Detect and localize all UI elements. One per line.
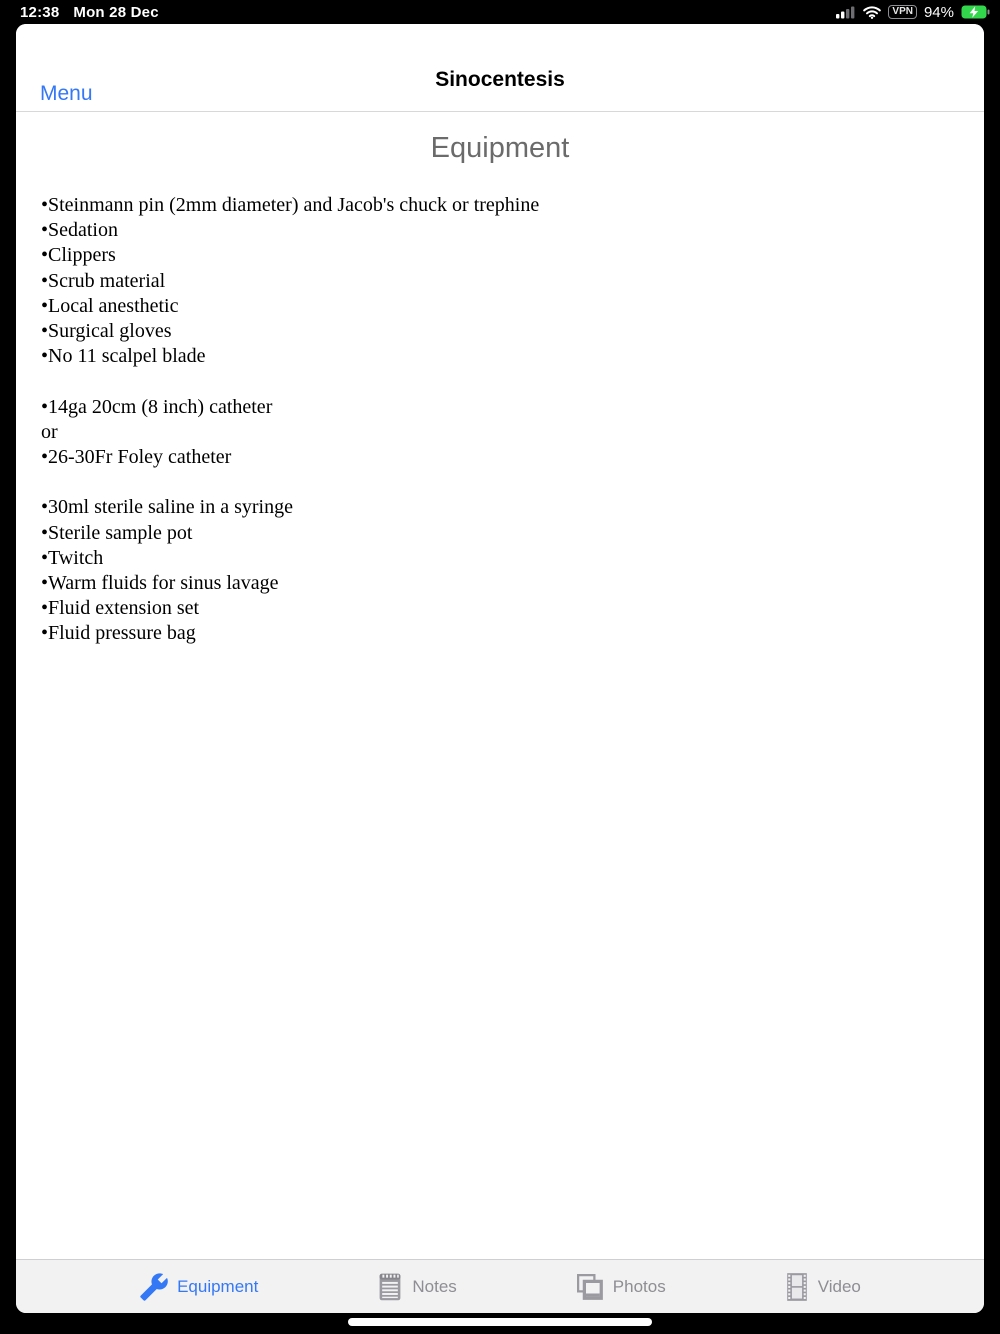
section-heading: Equipment <box>430 132 570 164</box>
equipment-line: •14ga 20cm (8 inch) catheter <box>41 395 273 418</box>
video-icon <box>784 1272 810 1302</box>
tab-notes[interactable] <box>376 1272 456 1302</box>
equipment-line: •Sterile sample pot <box>41 521 193 544</box>
navigation-bar <box>16 24 984 112</box>
wrench-icon <box>139 1272 169 1302</box>
tab-label: Photos <box>612 1276 666 1296</box>
tab-bar <box>16 1259 984 1313</box>
equipment-line: •30ml sterile saline in a syringe <box>41 496 293 519</box>
battery-charging-icon <box>961 5 990 19</box>
tab-label: Equipment <box>177 1276 259 1296</box>
notes-icon <box>376 1272 404 1302</box>
equipment-line: •Local anesthetic <box>41 294 179 317</box>
equipment-line: or <box>41 420 58 443</box>
home-indicator[interactable] <box>348 1318 652 1326</box>
content-area <box>16 112 984 1259</box>
app-window <box>16 24 984 1313</box>
status-time: 12:38 <box>20 3 60 21</box>
equipment-line: •Warm fluids for sinus lavage <box>41 572 279 595</box>
equipment-line: •Surgical gloves <box>41 320 172 343</box>
tab-label: Notes <box>412 1276 457 1296</box>
wifi-icon <box>863 6 881 19</box>
battery-percent: 94% <box>923 3 954 21</box>
equipment-line: •Fluid extension set <box>41 597 200 620</box>
vpn-badge: VPN <box>888 5 917 19</box>
equipment-list <box>16 193 984 647</box>
equipment-line: •No 11 scalpel blade <box>41 345 206 368</box>
equipment-line: •Clippers <box>41 244 116 267</box>
equipment-line: •26-30Fr Foley catheter <box>41 446 232 469</box>
equipment-line: •Fluid pressure bag <box>41 622 196 645</box>
equipment-line: •Scrub material <box>41 269 166 292</box>
menu-button[interactable]: Menu <box>40 82 93 105</box>
equipment-line: •Twitch <box>41 546 104 569</box>
tab-equipment[interactable] <box>139 1272 258 1302</box>
equipment-line: •Sedation <box>41 219 118 242</box>
status-date: Mon 28 Dec <box>73 3 159 21</box>
equipment-blank-line <box>41 369 954 394</box>
page-title: Sinocentesis <box>435 67 565 91</box>
status-bar <box>0 0 1000 24</box>
cellular-signal-icon <box>836 6 856 19</box>
tab-video[interactable] <box>784 1272 861 1302</box>
photos-icon <box>575 1272 605 1302</box>
equipment-line: •Steinmann pin (2mm diameter) and Jacob's chuck or trephine <box>41 194 540 216</box>
tab-photos[interactable] <box>575 1272 666 1302</box>
equipment-blank-line <box>41 470 954 495</box>
tab-label: Video <box>817 1276 861 1296</box>
